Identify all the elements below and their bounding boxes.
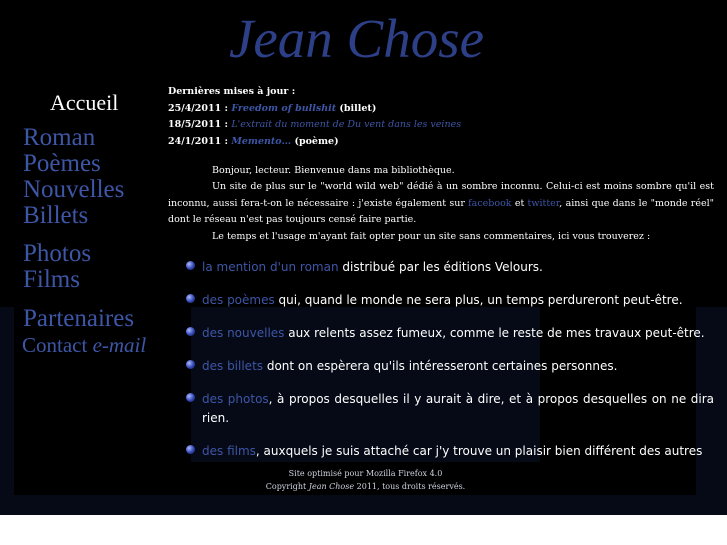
contact-label: Contact <box>22 333 93 357</box>
copyright-suffix: 2011, tous droits réservés. <box>354 482 466 491</box>
contact-email-label: e-mail <box>92 333 147 357</box>
list-item-text: , à propos desquelles il y aurait à dire, et à propos desquelles on ne dira rien. <box>202 392 714 425</box>
update-date: 24/1/2011 : <box>168 135 229 147</box>
intro-text-part: , ainsi que dans le "monde réel" dont le réseau n'est pas toujours censé faire partie. <box>168 197 714 226</box>
films-link[interactable]: des films <box>202 444 256 458</box>
list-item <box>186 324 714 343</box>
list-item <box>186 357 714 376</box>
nav-contact-email[interactable] <box>22 333 146 357</box>
roman-link[interactable]: la mention d'un roman <box>202 260 339 274</box>
site-title[interactable]: Jean Chose <box>228 8 485 69</box>
list-item-text: , auxquels je suis attaché car j'y trouve un plaisir bien différent des autres <box>255 444 703 458</box>
bullet-icon <box>186 327 195 336</box>
update-link[interactable] <box>231 119 461 130</box>
update-link[interactable]: Freedom of bullshit <box>231 102 337 114</box>
intro-text-part: Un site de plus sur le "world wild web" dédié à un sombre inconnu. Celui-ci est moins sombre qu'il est inconnu, aussi fera-t-on le nécessaire : j'existe également sur <box>168 181 714 209</box>
copyright-name: Jean Chose <box>308 482 355 491</box>
intro-greeting: Bonjour, lecteur. Bienvenue dans ma bibliothèque. <box>212 165 455 176</box>
bullet-icon <box>186 294 195 303</box>
list-item <box>186 291 714 310</box>
latest-updates <box>168 84 727 150</box>
content-list <box>186 258 714 475</box>
list-item-text: aux relents assez fumeux, comme le reste de mes travaux peut-être. <box>284 326 705 340</box>
update-date: 18/5/2011 : <box>168 119 229 130</box>
update-type: (poème) <box>294 135 339 147</box>
list-item-text: dont on espèrera qu'ils intéresseront certaines personnes. <box>263 359 618 373</box>
billets-link[interactable]: des billets <box>202 359 264 373</box>
intro-text-part: et <box>511 197 528 209</box>
nav-partenaires[interactable]: Partenaires <box>23 305 135 332</box>
update-item <box>168 117 727 134</box>
footer-browser-note: Site optimisé pour Mozilla Firefox 4.0 <box>288 469 443 478</box>
poemes-link[interactable]: des poèmes <box>202 293 275 307</box>
nav-poemes[interactable]: Poèmes <box>23 150 101 177</box>
list-item <box>186 390 714 428</box>
update-item <box>168 101 727 118</box>
list-item <box>186 442 714 461</box>
list-item <box>186 258 714 277</box>
nav-roman[interactable]: Roman <box>23 124 96 151</box>
bullet-icon <box>186 393 195 402</box>
update-item <box>168 134 727 151</box>
twitter-link[interactable]: twitter <box>527 197 560 209</box>
list-item-text: distribué par les éditions Velours. <box>338 260 543 274</box>
copyright-prefix: Copyright <box>265 482 309 491</box>
intro-paragraph <box>168 179 714 228</box>
update-type: (billet) <box>339 102 377 114</box>
bullet-icon <box>186 445 195 454</box>
footer-copyright <box>191 480 540 493</box>
update-link-text: L'extrait du moment de <box>231 119 345 130</box>
intro-lead: Le temps et l'usage m'ayant fait opter pour un site sans commentaires, ici vous trouverez : <box>212 230 651 242</box>
update-link[interactable]: Memento… <box>231 135 292 147</box>
update-link-title: Du vent dans les veines <box>347 119 462 130</box>
nav-films[interactable]: Films <box>23 266 80 293</box>
updates-heading: Dernières mises à jour : <box>168 86 296 97</box>
facebook-link[interactable]: facebook <box>468 197 512 209</box>
nav-photos[interactable]: Photos <box>23 240 92 267</box>
nav-nouvelles[interactable]: Nouvelles <box>23 176 125 203</box>
intro-text <box>168 163 714 245</box>
nouvelles-link[interactable]: des nouvelles <box>202 326 285 340</box>
bullet-icon <box>186 261 195 270</box>
list-item-text: qui, quand le monde ne sera plus, un temps perdureront peut-être. <box>274 293 683 307</box>
update-date: 25/4/2011 : <box>168 102 229 114</box>
nav-accueil[interactable]: Accueil <box>50 90 119 115</box>
photos-link[interactable]: des photos <box>202 392 269 406</box>
bullet-icon <box>186 360 195 369</box>
nav-billets[interactable]: Billets <box>23 202 89 229</box>
footer <box>191 467 540 493</box>
